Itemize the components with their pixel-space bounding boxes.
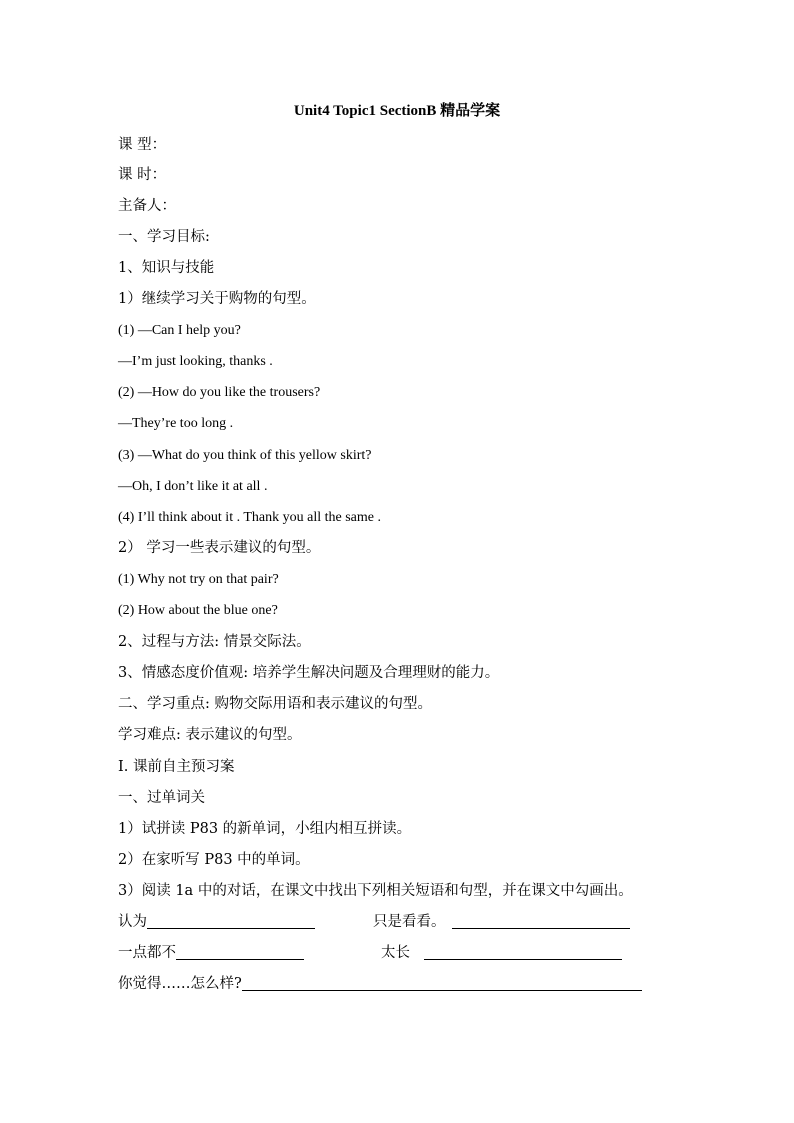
answer-blank[interactable] bbox=[242, 974, 642, 991]
text-line: 二、学习重点: 购物交际用语和表示建议的句型。 bbox=[118, 696, 432, 712]
text-line: (2) —How do you like the trousers? bbox=[118, 385, 321, 400]
text-line: (2) How about the blue one? bbox=[118, 603, 278, 618]
text-line: 一、过单词关 bbox=[118, 790, 205, 806]
text-line: 2、过程与方法: 情景交际法。 bbox=[118, 634, 311, 650]
text-line: 3、情感态度价值观: 培养学生解决问题及合理理财的能力。 bbox=[118, 665, 500, 681]
answer-blank[interactable] bbox=[452, 912, 630, 929]
text-line: 3）阅读 1a 中的对话，在课文中找出下列相关短语和句型，并在课文中勾画出。 bbox=[118, 883, 633, 899]
text-line: 课 时： bbox=[118, 167, 167, 183]
fill-row bbox=[118, 942, 304, 964]
text-line: (4) I’ll think about it . Thank you all the same . bbox=[118, 510, 381, 525]
fill-row bbox=[373, 911, 630, 933]
text-line: 课 型： bbox=[118, 137, 167, 153]
text-line: 一、学习目标: bbox=[118, 229, 210, 245]
answer-blank[interactable] bbox=[147, 912, 315, 929]
text-line: I. 课前自主预习案 bbox=[118, 759, 235, 775]
fill-label: 只是看看。 bbox=[373, 914, 446, 930]
fill-row bbox=[118, 973, 642, 995]
text-line: 1）继续学习关于购物的句型。 bbox=[118, 291, 316, 307]
fill-row bbox=[381, 942, 622, 964]
text-line: 2） 学习一些表示建议的句型。 bbox=[118, 540, 321, 556]
fill-label: 你觉得……怎么样? bbox=[118, 976, 242, 992]
answer-blank[interactable] bbox=[176, 943, 304, 960]
text-line: (3) —What do you think of this yellow skirt? bbox=[118, 448, 372, 463]
text-line: —Oh, I don’t like it at all . bbox=[118, 479, 268, 494]
text-line: 1）试拼读 P83 的新单词，小组内相互拼读。 bbox=[118, 821, 412, 837]
text-line: 主备人： bbox=[118, 198, 176, 214]
fill-row bbox=[118, 911, 315, 933]
fill-label: 认为 bbox=[118, 914, 147, 930]
text-line: (1) —Can I help you? bbox=[118, 323, 241, 338]
answer-blank[interactable] bbox=[424, 943, 622, 960]
text-line: —I’m just looking, thanks . bbox=[118, 354, 273, 369]
text-line: 2）在家听写 P83 中的单词。 bbox=[118, 852, 310, 868]
document-title: Unit4 Topic1 SectionB 精品学案 bbox=[293, 103, 501, 119]
text-line: 学习难点: 表示建议的句型。 bbox=[118, 727, 302, 743]
text-line: (1) Why not try on that pair? bbox=[118, 572, 279, 587]
text-line: —They’re too long . bbox=[118, 416, 234, 431]
fill-label: 太长 bbox=[381, 945, 410, 961]
fill-label: 一点都不 bbox=[118, 945, 176, 961]
text-line: 1、知识与技能 bbox=[118, 260, 215, 276]
